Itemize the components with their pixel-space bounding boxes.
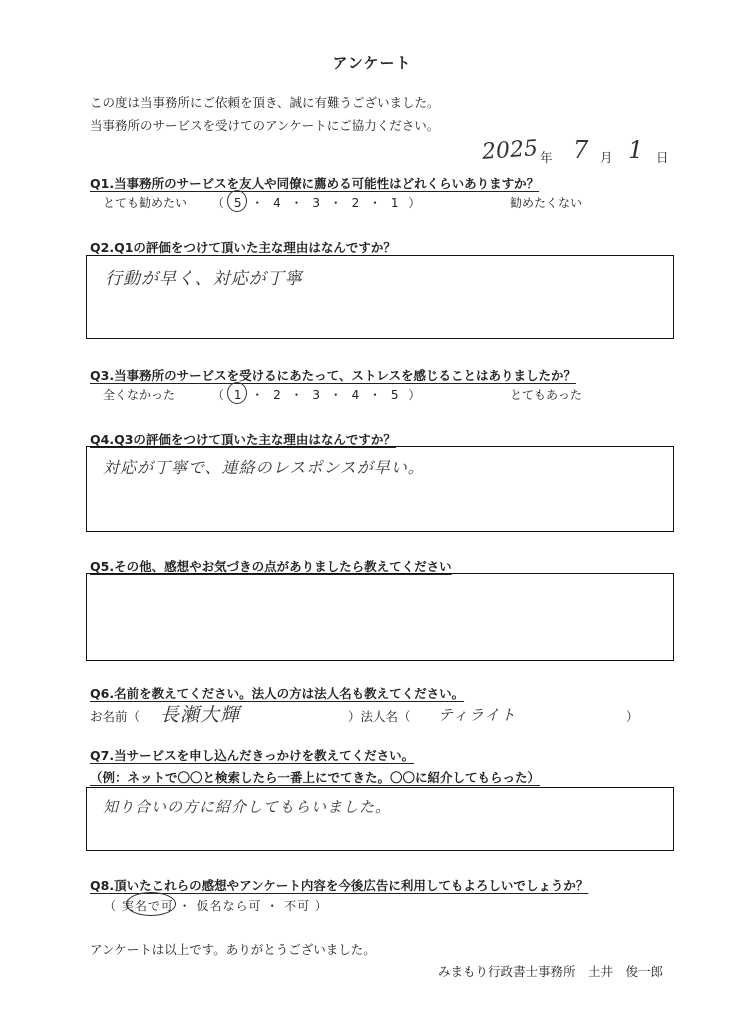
q1-left-label: とても勧めたい xyxy=(103,196,188,210)
intro-line-1: この度は当事務所にご依頼を頂き、誠に有難うございました。 xyxy=(90,95,440,110)
q6-corp-value[interactable]: ティライト xyxy=(438,706,517,724)
q6-close-paren: ） xyxy=(626,709,639,724)
q6-name-label: お名前（ xyxy=(90,709,141,724)
q3-question: Q3.当事務所のサービスを受けるにあたって、ストレスを感じることはありましたか？ xyxy=(90,368,576,383)
q8-question: Q8.頂いたこれらの感想やアンケート内容を今後広告に利用してもよろしいでしょうか？ xyxy=(90,878,589,893)
footer-thanks: アンケートは以上です。ありがとうございました。 xyxy=(90,942,376,957)
q3-right-label: とてもあった xyxy=(510,388,582,402)
q1-right-label: 勧めたくない xyxy=(510,196,583,210)
footer-office: みまもり行政書士事務所 土井 俊一郎 xyxy=(438,964,664,979)
q8-options: （ 実名で可 ・ 仮名なら可 ・ 不可 ） xyxy=(104,899,328,913)
date-day: 1 xyxy=(628,136,644,164)
q8-selected-circle xyxy=(126,892,176,916)
date-month: 7 xyxy=(573,136,589,164)
q2-question: Q2.Q1の評価をつけて頂いた主な理由はなんですか？ xyxy=(90,240,396,255)
q2-answer-box[interactable] xyxy=(86,255,674,339)
q4-question: Q4.Q3の評価をつけて頂いた主な理由はなんですか？ xyxy=(90,432,396,447)
date-year-label: 年 xyxy=(540,150,553,165)
q5-answer-box[interactable] xyxy=(86,573,674,661)
q4-answer-box[interactable] xyxy=(86,446,674,532)
intro-line-2: 当事務所のサービスを受けてのアンケートにご協力ください。 xyxy=(90,118,440,133)
q3-selected-circle xyxy=(227,382,247,404)
q3-left-label: 全くなかった xyxy=(103,388,176,402)
q5-question: Q5.その他、感想やお気づきの点がありましたら教えてください xyxy=(90,559,452,574)
q3-scale: （ 1 ・ 2 ・ 3 ・ 4 ・ 5 ） xyxy=(212,388,424,402)
q7-answer-box[interactable] xyxy=(86,787,674,851)
q7-answer: 知り合いの方に紹介してもらいました。 xyxy=(103,798,392,816)
q1-question: Q1.当事務所のサービスを友人や同僚に薦める可能性はどれくらいありますか？ xyxy=(90,176,540,191)
q6-corp-label: ）法人名（ xyxy=(348,709,411,724)
q6-question: Q6.名前を教えてください。法人の方は法人名も教えてください。 xyxy=(90,686,465,701)
page-title: アンケート xyxy=(332,54,412,72)
q7-question: Q7.当サービスを申し込んだきっかけを教えてください。 xyxy=(90,748,415,763)
q7-example: （例：ネットで〇〇と検索したら一番上にでてきた。〇〇に紹介してもらった） xyxy=(90,770,541,785)
date-year: 2025 xyxy=(481,136,539,165)
q4-answer: 対応が丁寧で、連絡のレスポンスが早い。 xyxy=(103,458,425,477)
q6-name-value[interactable]: 長瀬大輝 xyxy=(160,704,241,726)
q1-scale: （ 5 ・ 4 ・ 3 ・ 2 ・ 1 ） xyxy=(212,196,424,210)
date-month-label: 月 xyxy=(600,150,613,165)
q2-answer: 行動が早く、対応が丁寧 xyxy=(105,269,303,289)
date-day-label: 日 xyxy=(656,150,669,165)
q1-selected-circle xyxy=(227,190,247,212)
